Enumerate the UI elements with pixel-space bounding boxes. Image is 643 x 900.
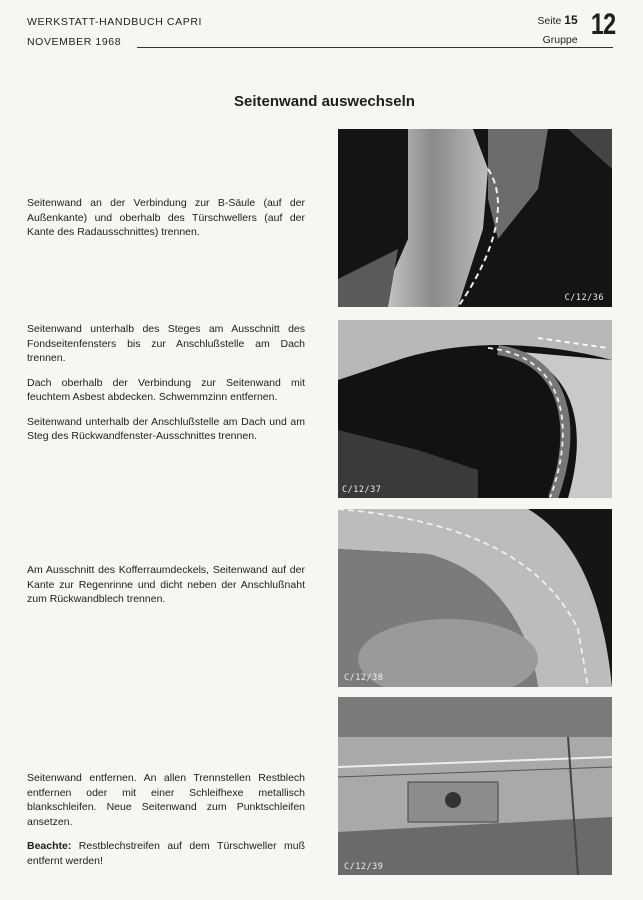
photo-roof-window	[338, 320, 612, 498]
photo-3-caption: C/12/38	[344, 673, 384, 683]
section-4	[27, 771, 305, 878]
group-number: 12	[590, 8, 615, 41]
photo-4-caption: C/12/39	[344, 862, 384, 872]
photo-1-caption: C/12/36	[564, 293, 604, 303]
manual-title: WERKSTATT-HANDBUCH CAPRI	[27, 16, 203, 28]
section-4-text: Seitenwand entfernen. An allen Trennstellen Restblech entfernen oder mit einer Schleifhexe metallisch blankschleifen. Neue Seitenwand zum Punktschleifen ansetzen.	[27, 772, 305, 828]
section-3-text: Am Ausschnitt des Kofferraumdeckels, Seitenwand auf der Kante zur Regenrinne und dicht neben der Anschlußnaht zum Rückwandblech trennen.	[27, 564, 305, 605]
group-label: Gruppe	[542, 33, 578, 46]
page-title: Seitenwand auswechseln	[234, 93, 415, 110]
section-2c-text: Seitenwand unterhalb der Anschlußstelle am Dach und am Steg des Rückwandfenster-Ausschnittes trennen.	[27, 415, 305, 442]
manual-date: NOVEMBER 1968	[27, 35, 122, 48]
page-label: Seite	[537, 15, 562, 27]
photo-b-pillar	[338, 129, 612, 307]
section-1	[27, 196, 305, 250]
photo-trunk-opening	[338, 509, 612, 687]
note-label: Beachte:	[27, 840, 72, 852]
photo-door-sill	[338, 697, 612, 875]
note-text: Restblechstreifen auf dem Türschweller muß entfernt werden!	[27, 840, 305, 867]
header-right	[537, 10, 615, 45]
section-3	[27, 563, 305, 617]
section-2	[27, 322, 305, 454]
section-1-text: Seitenwand an der Verbindung zur B-Säule (auf der Außenkante) und oberhalb des Türschwellers (auf der Kante des Radausschnittes) trennen.	[27, 197, 305, 238]
page-number: 15	[564, 13, 578, 27]
photo-2-caption: C/12/37	[342, 485, 382, 495]
header-left	[27, 17, 202, 47]
note	[27, 839, 305, 868]
section-2b-text: Dach oberhalb der Verbindung zur Seitenwand mit feuchtem Asbest abdecken. Schwemmzinn entfernen.	[27, 376, 305, 403]
header-rule	[137, 47, 613, 48]
section-2a-text: Seitenwand unterhalb des Steges am Ausschnitt des Fondseitenfensters bis zur Anschlußstelle am Dach trennen.	[27, 323, 305, 364]
